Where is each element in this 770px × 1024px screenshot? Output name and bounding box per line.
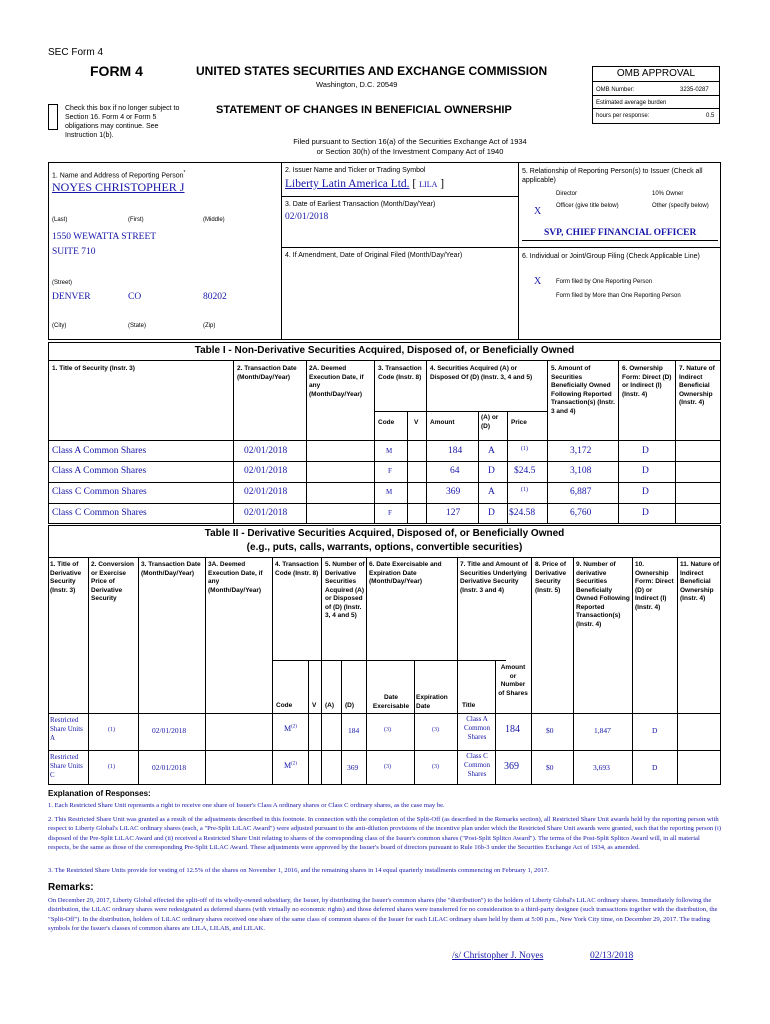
t2-a: (A) [325, 702, 335, 709]
omb-burden-label: Estimated average burden [596, 100, 667, 106]
statement-title: STATEMENT OF CHANGES IN BENEFICIAL OWNERSHIP [216, 104, 512, 116]
t1-h2a: 2A. Deemed Execution Date, if any (Month/Day/Year) [309, 365, 364, 398]
officer-title-line [522, 240, 718, 241]
middle-label: (Middle) [203, 217, 225, 223]
street-line-1: 1550 WEWATTA STREET [52, 232, 157, 242]
t2-title: Title [462, 702, 476, 709]
column-divider [518, 162, 519, 340]
row-divider [48, 482, 721, 483]
state-value: CO [128, 292, 142, 302]
t2-v: V [312, 702, 317, 709]
omb-divider [592, 108, 720, 109]
column-divider [205, 557, 206, 785]
city-value: DENVER [52, 292, 91, 302]
officer-title: SVP, CHIEF FINANCIAL OFFICER [544, 228, 697, 238]
column-divider [457, 557, 458, 785]
t2-h10: 10. Ownership Form: Direct (D) or Indirect (I) (Instr. 4) [635, 561, 674, 611]
t2-amt-shares: Amount or Number of Shares [498, 664, 528, 697]
t2-date-ex: Date Exercisable [372, 694, 410, 710]
row-divider [48, 360, 721, 361]
zip-label: (Zip) [203, 323, 216, 329]
one-person-label: Form filed by One Reporting Person [556, 279, 653, 285]
omb-hours: 0.5 [706, 113, 715, 119]
t2-h3: 3. Transaction Date (Month/Day/Year) [141, 561, 201, 577]
form-title: FORM 4 [90, 63, 143, 79]
t1-h2: 2. Transaction Date (Month/Day/Year) [237, 365, 297, 381]
omb-divider [592, 95, 720, 96]
column-divider [478, 411, 479, 524]
column-divider [531, 557, 532, 785]
table-1-title: Table I - Non-Derivative Securities Acquired, Disposed of, or Beneficially Owned [194, 345, 575, 356]
reporting-person-name[interactable]: NOYES CHRISTOPHER J [52, 180, 185, 194]
one-person-check-mark[interactable]: X [534, 276, 542, 287]
officer-label: Officer (give title below) [556, 203, 619, 209]
t1-price: Price [511, 419, 527, 426]
box3-label: 3. Date of Earliest Transaction (Month/Day/Year) [285, 201, 436, 208]
t1-h1: 1. Title of Security (Instr. 3) [52, 365, 135, 372]
t2-d: (D) [345, 702, 355, 709]
t2-h8: 8. Price of Derivative Security (Instr. 5) [535, 561, 567, 594]
column-divider [426, 360, 427, 524]
box6-label: 6. Individual or Joint/Group Filing (Check Applicable Line) [522, 253, 700, 260]
first-label: (First) [128, 217, 144, 223]
t2-h6: 6. Date Exercisable and Expiration Date (Month/Day/Year) [369, 561, 442, 585]
t2-h2: 2. Conversion or Exercise Price of Derivative Security [91, 561, 134, 602]
issuer-line: Liberty Latin America Ltd. [ LILA ] [285, 178, 445, 190]
remarks-title: Remarks: [48, 882, 94, 893]
t1-amount: Amount [430, 419, 455, 426]
street-line-2: SUITE 710 [52, 247, 96, 257]
column-divider [495, 660, 496, 785]
column-divider [366, 557, 367, 785]
city-label: (City) [52, 323, 67, 329]
table-2-subtitle: (e.g., puts, calls, warrants, options, convertible securities) [246, 542, 523, 553]
t1-code: Code [378, 419, 395, 426]
t2-h4: 4. Transaction Code (Instr. 8) [275, 561, 319, 577]
column-divider [573, 557, 574, 785]
row-divider [48, 750, 721, 751]
omb-number: 3235-0287 [680, 87, 709, 93]
column-divider [272, 557, 273, 785]
footnote-3: 3. The Restricted Share Units provide for vesting of 12.5% of the shares on November 1, 2016, and the remaining shares in 14 equal quarterly installments commencing on February 1, 2017. [48, 867, 549, 874]
box2-label: 2. Issuer Name and Ticker or Trading Symbol [285, 167, 426, 174]
explanation-title: Explanation of Responses: [48, 789, 151, 798]
t2-h1: 1. Title of Derivative Security (Instr. 3) [50, 561, 82, 594]
column-divider [306, 360, 307, 524]
row-divider [48, 557, 721, 558]
filed-line-2: or Section 30(h) of the Investment Company Act of 1940 [316, 147, 504, 156]
row-divider [374, 411, 547, 412]
commission-title: UNITED STATES SECURITIES AND EXCHANGE COMMISSION [196, 64, 548, 78]
sec-form-label: SEC Form 4 [48, 47, 104, 58]
t1-aord: (A) or (D) [481, 414, 499, 430]
column-divider [281, 162, 282, 340]
t1-h7: 7. Nature of Indirect Beneficial Ownership (Instr. 4) [679, 365, 715, 406]
signature-name: /s/ Christopher J. Noyes [452, 951, 544, 961]
t2-h5: 5. Number of Derivative Securities Acquired (A) or Disposed of (D) (Instr. 3, 4 and 5) [325, 561, 365, 619]
column-divider [88, 557, 89, 785]
filed-line-1: Filed pursuant to Section 16(a) of the Securities Exchange Act of 1934 [293, 137, 527, 146]
footnote-1: 1. Each Restricted Share Unit represents a right to receive one share of Issuer's Class A ordinary shares or Class C ordinary shares, as the case may be. [48, 802, 445, 809]
no-longer-subject-checkbox[interactable] [48, 104, 58, 130]
t2-h7: 7. Title and Amount of Securities Underlying Derivative Security (Instr. 3 and 4) [460, 561, 528, 594]
row-divider [48, 503, 721, 504]
signature-date: 02/13/2018 [590, 951, 634, 961]
column-divider [321, 557, 322, 785]
table-2-title: Table II - Derivative Securities Acquired, Disposed of, or Beneficially Owned [204, 528, 565, 539]
ten-pct-label: 10% Owner [652, 191, 684, 197]
t1-h4: 4. Securities Acquired (A) or Disposed Of (D) (Instr. 3, 4 and 5) [430, 365, 533, 381]
t1-h5: 5. Amount of Securities Beneficially Owned Following Reported Transaction(s) (Instr. 3 and 4) [551, 365, 615, 415]
column-divider [507, 411, 508, 524]
row-divider [48, 461, 721, 462]
t2-h11: 11. Nature of Indirect Beneficial Ownership (Instr. 4) [680, 561, 720, 602]
box5-label: 5. Relationship of Reporting Person(s) to Issuer (Check all applicable) [522, 168, 703, 184]
column-divider [138, 557, 139, 785]
other-label: Other (specify below) [652, 203, 709, 209]
t2-h3a: 3A. Deemed Execution Date, if any (Month/Day/Year) [208, 561, 263, 594]
omb-number-label: OMB Number: [596, 87, 635, 93]
t2-h9: 9. Number of derivative Securities Beneficially Owned Following Reported Transaction(s) (Instr. 4) [576, 561, 630, 628]
column-divider [632, 557, 633, 785]
row-divider [48, 713, 721, 714]
column-divider [233, 360, 234, 524]
column-divider [547, 360, 548, 524]
commission-city: Washington, D.C. 20549 [316, 80, 398, 89]
box4-label: 4. If Amendment, Date of Original Filed (Month/Day/Year) [285, 252, 463, 259]
state-label: (State) [128, 323, 147, 329]
earliest-transaction-date: 02/01/2018 [285, 212, 329, 222]
issuer-name[interactable]: Liberty Latin America Ltd. [285, 178, 410, 190]
column-divider [407, 411, 408, 524]
row-divider [281, 247, 721, 248]
last-label: (Last) [52, 217, 68, 223]
column-divider [341, 660, 342, 785]
t1-h3: 3. Transaction Code (Instr. 8) [378, 365, 422, 381]
column-divider [675, 360, 676, 524]
omb-title: OMB APPROVAL [616, 68, 696, 79]
more-persons-label: Form filed by More than One Reporting Person [556, 293, 681, 299]
column-divider [618, 360, 619, 524]
column-divider [677, 557, 678, 785]
ticker: LILA [419, 180, 438, 189]
row-divider [48, 440, 721, 441]
t1-h6: 6. Ownership Form: Direct (D) or Indirect (I) (Instr. 4) [622, 365, 672, 398]
street-label: (Street) [52, 280, 73, 286]
omb-hours-label: hours per response: [596, 113, 650, 119]
footnote-2: 2. This Restricted Share Unit was granted as a result of the adjustments described in this footnote. In connection with the completion of the Split-Off (as described in the Remarks section), all Restricted Share Unit awards held by the reporting person with respect to Liberty Global's LiLAC ordinary shares (each, a "Pre-Split LiLAC Award") were adjusted pursuant to the anti-dilution provisions of the incentive plan under which the Restricted Share Unit awards were granted, such that the reporting person (i) disposed of the Pre-Split LiLAC Award and (ii) received a Restricted Share Unit relating to shares of the corresponding class of the Issuer's common shares ("Post-Split Splitco Award"). The terms of the Post-Split Splitco Award will, in all material respects, be the same as those of the corresponding Pre-Split LiLAC Award. These adjustments were approved by the Issuer's board of directors pursuant to Rule 16b-3 under the Securities Exchange Act of 1934, as amended. [48, 816, 722, 851]
t2-code: Code [276, 702, 293, 709]
row-divider [281, 196, 518, 197]
t2-exp: Expiration Date [416, 694, 448, 710]
officer-check-mark[interactable]: X [534, 206, 542, 217]
column-divider [308, 660, 309, 785]
checkbox-text: Check this box if no longer subject to Section 16. Form 4 or Form 5 obligations may continue. See Instruction 1(b). [65, 105, 180, 139]
column-divider [374, 360, 375, 524]
director-label: Director [556, 191, 578, 197]
column-divider [414, 660, 415, 785]
remarks-text: On December 29, 2017, Liberty Global effected the split-off of its wholly-owned subsidiary, the Issuer, by distributing the Issuer's common shares (the "distribution") to the holders of Liberty Global's LiLAC ordinary shares. Immediately following the distribution, the LiLAC ordinary shares were redesignated as deferred shares (with virtually no economic rights) and those deferred shares were transferred for no consideration to a third-party designee (such transactions together with the distribution, the "Split-Off"). In the distribution, holders of LiLAC ordinary shares received one share of the same class of common shares of the Issuer for each LiLAC ordinary share held by them at 5:00 p.m., New York City time, on December 29, 2017. The trading symbols for the Issuer's classes of common shares are LILA, LILAB, and LILAK. [48, 897, 718, 932]
box1-label: 1. Name and Address of Reporting Person* [52, 170, 186, 180]
t1-v: V [414, 419, 419, 426]
zip-value: 80202 [203, 292, 227, 302]
